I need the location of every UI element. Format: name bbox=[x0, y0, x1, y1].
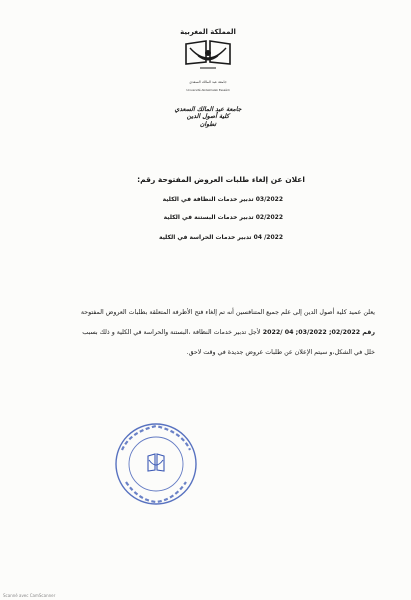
notice-body-line-3: خلل في الشكل،و سيتم الإعلان عن طلبات عروض جديدة في وقت لاحق. bbox=[186, 349, 375, 356]
institution-university: جامعة عبد المالك السعدي bbox=[174, 106, 242, 113]
institution-city: تطوان bbox=[199, 121, 217, 128]
university-logo-icon bbox=[178, 38, 238, 82]
university-name-arabic: جامعة عبد المالك السعدي bbox=[189, 80, 227, 84]
institution-faculty: كلية أصول الدين bbox=[186, 113, 230, 120]
tender-numbers: رقم 02/2022; 03/2022; 04 /2022 bbox=[262, 329, 375, 336]
university-name-latin: Université Abdelmalek Essaâdi bbox=[186, 88, 230, 92]
tender-item-gardening: 02/2022 تدبير خدمات البستنة في الكلية bbox=[163, 214, 283, 221]
tender-item-cleaning: 03/2022 تدبير خدمات النظافة في الكلية bbox=[162, 196, 283, 203]
notice-title: اعلان عن إلغاء طلبات العروض المفتوحة رقم: bbox=[137, 175, 305, 184]
faculty-stamp-icon bbox=[112, 420, 200, 508]
notice-body-line-1: يعلن عميد كلية أصول الدين إلى علم جميع المتنافسين أنه تم إلغاء فتح الأظرفة المتعلقة بطلبات العروض المفتوحة bbox=[80, 309, 375, 316]
notice-body-line-2-tail: لأجل تدبير خدمات النظافة ،البستنة والحراسة في الكلية و ذلك بسبب bbox=[82, 329, 261, 336]
scanner-watermark: Scanné avec CamScanner bbox=[3, 593, 56, 598]
kingdom-heading: المملكة المغربية bbox=[180, 28, 236, 36]
notice-body-line-2 bbox=[29, 325, 375, 340]
tender-item-security: 2022/ 04 تدبير خدمات الحراسة في الكلية bbox=[158, 234, 283, 241]
